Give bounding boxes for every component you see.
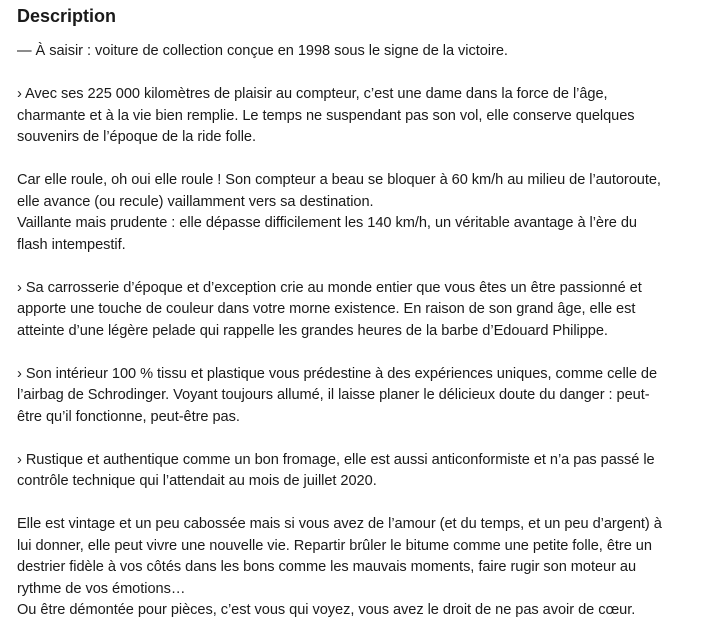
text-line: être qu’il fonctionne, peut-être pas.: [17, 408, 240, 425]
text-line: l’airbag de Schrodinger. Voyant toujours allumé, il laisse planer le délicieux doute du danger : peut-: [17, 387, 650, 403]
text-line: Elle est vintage et un peu cabossée mais si vous avez de l’amour (et du temps, et un peu d’argent) à: [17, 516, 662, 532]
text-line: apporte une touche de couleur dans votre morne existence. En raison de son grand âge, elle est: [17, 301, 636, 317]
description-paragraph: [17, 278, 696, 343]
text-line: charmante et à la vie bien remplie. Le temps ne suspendant pas son vol, elle conserve quelques: [17, 107, 635, 124]
description-paragraph: [17, 170, 696, 256]
text-line: › Rustique et authentique comme un bon fromage, elle est aussi anticonformiste et n’a pas passé le: [17, 451, 655, 468]
description-paragraph: [17, 41, 696, 63]
text-line: Ou être démontée pour pièces, c’est vous qui voyez, vous avez le droit de ne pas avoir de cœur.: [17, 602, 636, 618]
text-line: Car elle roule, oh oui elle roule ! Son compteur a beau se bloquer à 60 km/h au milieu de l’autoroute,: [17, 172, 661, 188]
text-line: › Son intérieur 100 % tissu et plastique vous prédestine à des expériences uniques, comme celle de: [17, 365, 658, 382]
description-body: [17, 41, 696, 622]
description-paragraph: [17, 514, 696, 622]
text-line: Vaillante mais prudente : elle dépasse difficilement les 140 km/h, un véritable avantage à l’ère du: [17, 215, 637, 231]
text-line: rythme de vos émotions…: [17, 580, 186, 597]
text-line: flash intempestif.: [17, 236, 126, 253]
text-line: › Sa carrosserie d’époque et d’exception crie au monde entier que vous êtes un être passionné et: [17, 279, 642, 296]
text-line: atteinte d’une légère pelade qui rappelle les grandes heures de la barbe d’Edouard Philippe.: [17, 322, 608, 339]
section-title: Description: [17, 6, 117, 26]
text-line: destrier fidèle à vos côtés dans les bons comme les mauvais moments, faire rugir son moteur au: [17, 559, 637, 575]
text-line: souvenirs de l’époque de la ride folle.: [17, 129, 257, 145]
text-line: contrôle technique qui l’attendait au mois de juillet 2020.: [17, 473, 377, 489]
description-paragraph: [17, 364, 696, 429]
description-paragraph: [17, 450, 696, 493]
text-line: lui donner, elle peut vivre une nouvelle vie. Repartir brûler le bitume comme une petite folle, être un: [17, 537, 652, 554]
text-line: › Avec ses 225 000 kilomètres de plaisir au compteur, c’est une dame dans la force de l’âge,: [17, 86, 608, 102]
description-paragraph: [17, 84, 696, 149]
text-line: — À saisir : voiture de collection conçue en 1998 sous le signe de la victoire.: [17, 43, 508, 59]
text-line: elle avance (ou recule) vaillamment vers sa destination.: [17, 193, 374, 210]
